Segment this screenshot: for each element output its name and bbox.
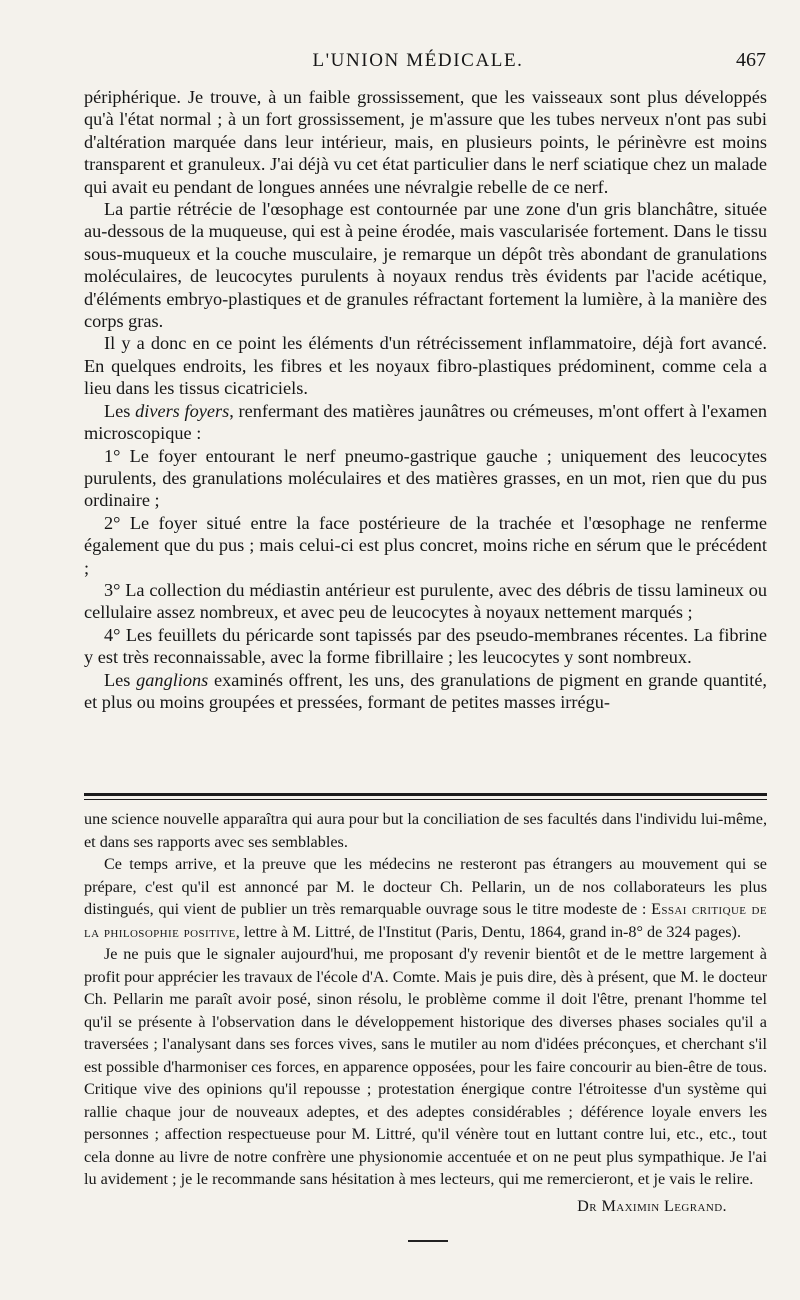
feuilleton-paragraph-3: Je ne puis que le signaler aujourd'hui, me proposant d'y revenir bientôt et de le mettre largement à profit pour apprécier les travaux de l'école d'A. Comte. Mais je puis dire, dès à présent, que M. le docteur Ch. Pellarin me paraît avoir posé, sinon résolu, le problème comme il doit l'être, prenant l'homme tel qu'il se présente à l'observation dans le développement historique des diverses phases sociales qu'il a traversées ; l'analysant dans ses forces vives, sans le mutiler au nom d'idées préconçues, et cherchant s'il est possible d'harmoniser ces forces, en apparence opposées, pour les faire concourir au bien-être de tous. Critique vive des opinions qu'il repousse ; protestation énergique contre l'étroitesse d'un système qui rallie chaque jour de nouveaux adeptes, et des adeptes considérables ; déférence loyale envers les personnes ; affection respectueuse pour M. Littré, qu'il vénère tout en luttant contre lui, etc., etc., tout cela donne au livre de notre confrère une physionomie accentuée et on ne peut plus sympathique. Je l'ai lu avidement ; je le recommande sans hésitation à mes lecteurs, qui me remercieront, et je vais le relire. [84,945,767,1188]
paragraph-4 [84,400,767,445]
paragraph-ganglions-emphasis: ganglions [136,669,209,690]
page-header [70,44,766,74]
paragraph-ganglions [84,669,767,714]
main-text [84,86,767,713]
paragraph-4-emphasis: divers foyers [135,400,230,421]
feuilleton-text [84,808,767,1217]
list-item-4: 4° Les feuillets du péricarde sont tapissés par des pseudo-membranes récentes. La fibrine y est très reconnaissable, avec la forme fibrillaire ; les leucocytes y sont nombreux. [84,624,767,668]
footnote-divider [84,793,767,800]
feuilleton-paragraph-2 [84,853,767,943]
list-item-1: 1° Le foyer entourant le nerf pneumo-gastrique gauche ; uniquement des leucocytes purulents, des granulations moléculaires et des matières grasses, en un mot, rien que du pus ordinaire ; [84,445,767,511]
paragraph-ganglions-rest: examinés offrent, les uns, des granulations de pigment en grande quantité, et plus ou moins groupées et pressées, formant de petites masses irrégu- [84,669,768,712]
paragraph-4-rest: , renfermant des matières jaunâtres ou crémeuses, m'ont offert à l'examen microscopique : [84,400,767,444]
page-number: 467 [736,49,766,71]
paragraph-4-lead: Les [104,400,136,421]
feuilleton-paragraph-2-rest: , lettre à M. Littré, de l'Institut (Paris, Dentu, 1864, grand in-8° de 324 pages). [235,922,741,941]
feuilleton-paragraph-2-lead: Ce temps arrive, et la preuve que les médecins ne resteront pas étrangers au mouvement qui se prépare, c'est qu'il est annoncé par M. le docteur Ch. Pellarin, un de nos collaborateurs les plus distingués, qui vient de publier un très remarquable ouvrage sous le titre modeste de : [84,855,767,918]
end-rule [408,1240,448,1242]
book-title: Essai critique de la philosophie positive [84,900,767,941]
paragraph-ganglions-lead: Les [104,669,137,690]
list-item-3: 3° La collection du médiastin antérieur est purulente, avec des débris de tissu lamineux ou cellulaire assez nombreux, et avec peu de leucocytes à noyaux nettement marqués ; [84,579,767,623]
running-title: L'UNION MÉDICALE. [312,50,524,71]
paragraph-1: périphérique. Je trouve, à un faible grossissement, que les vaisseaux sont plus développés qu'à l'état normal ; à un fort grossissement, je m'assure que les tubes nerveux n'ont pas subi d'altération marquée dans leur intérieur, mais, en plusieurs points, le périnèvre est moins transparent et granuleux. J'ai déjà vu cet état particulier dans le nerf sciatique chez un malade qui avait eu pendant de longues années une névralgie rebelle de ce nerf. [84,87,767,197]
feuilleton-paragraph-1: une science nouvelle apparaîtra qui aura pour but la conciliation de ses facultés dans l'individu lui-même, et dans ses rapports avec ses semblables. [84,810,767,851]
author-signature: Dr Maximin Legrand. [577,1196,727,1215]
paragraph-2: La partie rétrécie de l'œsophage est contournée par une zone d'un gris blanchâtre, située au-dessous de la muqueuse, qui est à peine érodée, mais vascularisée fortement. Dans le tissu sous-muqueux et la couche musculaire, je remarque un dépôt très abondant de granulations moléculaires, de leucocytes purulents à noyaux rendus très évidents par l'acide acétique, d'éléments embryo-plastiques et de granules réfractant fortement la lumière, à la manière des corps gras. [84,199,767,332]
list-item-2: 2° Le foyer situé entre la face postérieure de la trachée et l'œsophage ne renferme également que du pus ; mais celui-ci est plus concret, moins riche en sérum que le précédent ; [84,512,767,578]
paragraph-3: Il y a donc en ce point les éléments d'un rétrécissement inflammatoire, déjà fort avancé. En quelques endroits, les fibres et les noyaux fibro-plastiques prédominent, comme cela a lieu dans les tissus cicatriciels. [84,333,767,399]
